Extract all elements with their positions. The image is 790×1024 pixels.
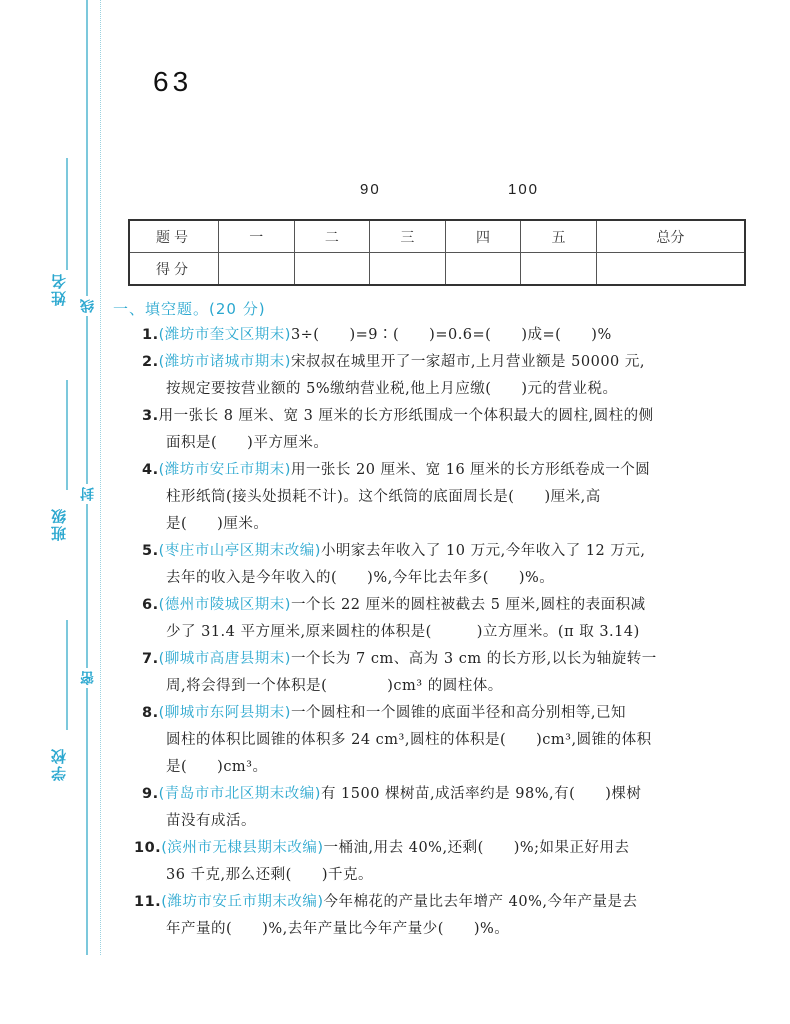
question-2 — [142, 349, 762, 403]
score-table-header: 三 — [370, 220, 446, 253]
question-number: 8. — [142, 705, 159, 721]
score-cell[interactable] — [370, 253, 446, 286]
question-number: 7. — [142, 651, 159, 667]
question-text: 一桶油,用去 40%,还剩( )%;如果正好用去 — [323, 840, 630, 856]
question-11 — [134, 889, 762, 943]
question-source: (枣庄市山亭区期末改编) — [158, 543, 321, 559]
question-number: 9. — [142, 786, 159, 802]
question-4 — [142, 457, 762, 538]
score-cell[interactable] — [445, 253, 521, 286]
school-field-line[interactable] — [66, 620, 68, 730]
question-source: (青岛市市北区期末改编) — [158, 786, 321, 802]
question-text: 柱形纸筒(接头处损耗不计)。这个纸筒的底面周长是( )厘米,高 — [166, 489, 601, 505]
question-text: 用一张长 8 厘米、宽 3 厘米的长方形纸围成一个体积最大的圆柱,圆柱的侧 — [158, 408, 654, 424]
question-text: 按规定要按营业额的 5%缴纳营业税,他上月应缴( )元的营业税。 — [166, 381, 618, 397]
time-limit: 90 — [360, 181, 381, 198]
question-number: 1. — [142, 327, 159, 343]
question-number: 3. — [142, 408, 159, 424]
question-text: 周,将会得到一个体积是( )cm³ 的圆柱体。 — [166, 678, 503, 694]
question-text: 今年棉花的产量比去年增产 40%,今年产量是去 — [323, 894, 638, 910]
school-field-label: 学校 — [50, 747, 68, 781]
question-text: 有 1500 棵树苗,成活率约是 98%,有( )棵树 — [320, 786, 642, 802]
question-text: 3÷( )=9∶( )=0.6=( )成=( )% — [290, 327, 612, 343]
score-table-header: 二 — [294, 220, 370, 253]
seal-seal-label: 封 — [78, 484, 98, 504]
question-text: 一个圆柱和一个圆锥的底面半径和高分别相等,已知 — [290, 705, 627, 721]
score-table-score-row — [129, 253, 745, 286]
question-text: 一个长 22 厘米的圆柱被截去 5 厘米,圆柱的表面积减 — [290, 597, 646, 613]
score-table-header-row — [129, 220, 745, 253]
question-number: 10. — [134, 840, 162, 856]
name-field-label: 姓名 — [50, 272, 68, 306]
score-table-header: 五 — [521, 220, 597, 253]
question-3 — [142, 403, 762, 457]
score-table-header: 总分 — [596, 220, 745, 253]
binding-line — [86, 0, 88, 955]
question-8 — [142, 700, 762, 781]
class-field-label: 班级 — [50, 507, 68, 541]
question-text: 苗没有成活。 — [166, 813, 256, 829]
question-10 — [134, 835, 762, 889]
question-text: 宋叔叔在城里开了一家超市,上月营业额是 50000 元, — [290, 354, 645, 370]
question-text: 圆柱的体积比圆锥的体积多 24 cm³,圆柱的体积是( )cm³,圆锥的体积 — [166, 732, 652, 748]
score-cell[interactable] — [219, 253, 295, 286]
question-text: 少了 31.4 平方厘米,原来圆柱的体积是( )立方厘米。(π 取 3.14) — [166, 624, 640, 640]
question-5 — [142, 538, 762, 592]
question-number: 2. — [142, 354, 159, 370]
score-table-header: 一 — [219, 220, 295, 253]
question-source: (滨州市无棣县期末改编) — [161, 840, 324, 856]
question-text: 36 千克,那么还剩( )千克。 — [166, 867, 373, 883]
question-text: 是( )厘米。 — [166, 516, 269, 532]
score-cell[interactable] — [521, 253, 597, 286]
score-table-header: 四 — [445, 220, 521, 253]
score-table — [128, 219, 746, 286]
score-cell[interactable] — [294, 253, 370, 286]
question-text: 一个长为 7 cm、高为 3 cm 的长方形,以长为轴旋转一 — [290, 651, 657, 667]
question-source: (聊城市高唐县期末) — [158, 651, 291, 667]
question-source: (潍坊市奎文区期末) — [158, 327, 291, 343]
question-text: 面积是( )平方厘米。 — [166, 435, 329, 451]
question-source: (潍坊市安丘市期末改编) — [161, 894, 324, 910]
name-field-line[interactable] — [66, 158, 68, 278]
question-number: 5. — [142, 543, 159, 559]
cut-line — [100, 0, 101, 955]
class-field-line[interactable] — [66, 380, 68, 490]
score-row-label: 得分 — [129, 253, 219, 286]
question-9 — [142, 781, 762, 835]
question-text: 用一张长 20 厘米、宽 16 厘米的长方形纸卷成一个圆 — [290, 462, 651, 478]
question-list — [134, 322, 762, 943]
question-text: 年产量的( )%,去年产量比今年产量少( )%。 — [166, 921, 510, 937]
question-number: 4. — [142, 462, 159, 478]
question-source: (德州市陵城区期末) — [158, 597, 291, 613]
question-source: (潍坊市安丘市期末) — [158, 462, 291, 478]
question-number: 11. — [134, 894, 162, 910]
question-1 — [142, 322, 762, 349]
question-source: (聊城市东阿县期末) — [158, 705, 291, 721]
question-number: 6. — [142, 597, 159, 613]
question-text: 去年的收入是今年收入的( )%,今年比去年多( )%。 — [166, 570, 555, 586]
question-text: 是( )cm³。 — [166, 759, 268, 775]
seal-secret-label: 密 — [78, 668, 98, 688]
score-table-header: 题号 — [129, 220, 219, 253]
full-score: 100 — [508, 181, 540, 198]
score-cell[interactable] — [596, 253, 745, 286]
section-title: 一、填空题。(20 分) — [113, 300, 266, 318]
question-source: (潍坊市诸城市期末) — [158, 354, 291, 370]
question-7 — [142, 646, 762, 700]
question-6 — [142, 592, 762, 646]
question-text: 小明家去年收入了 10 万元,今年收入了 12 万元, — [320, 543, 646, 559]
seal-line-label: 线 — [78, 296, 98, 316]
page-number: 63 — [153, 66, 193, 97]
